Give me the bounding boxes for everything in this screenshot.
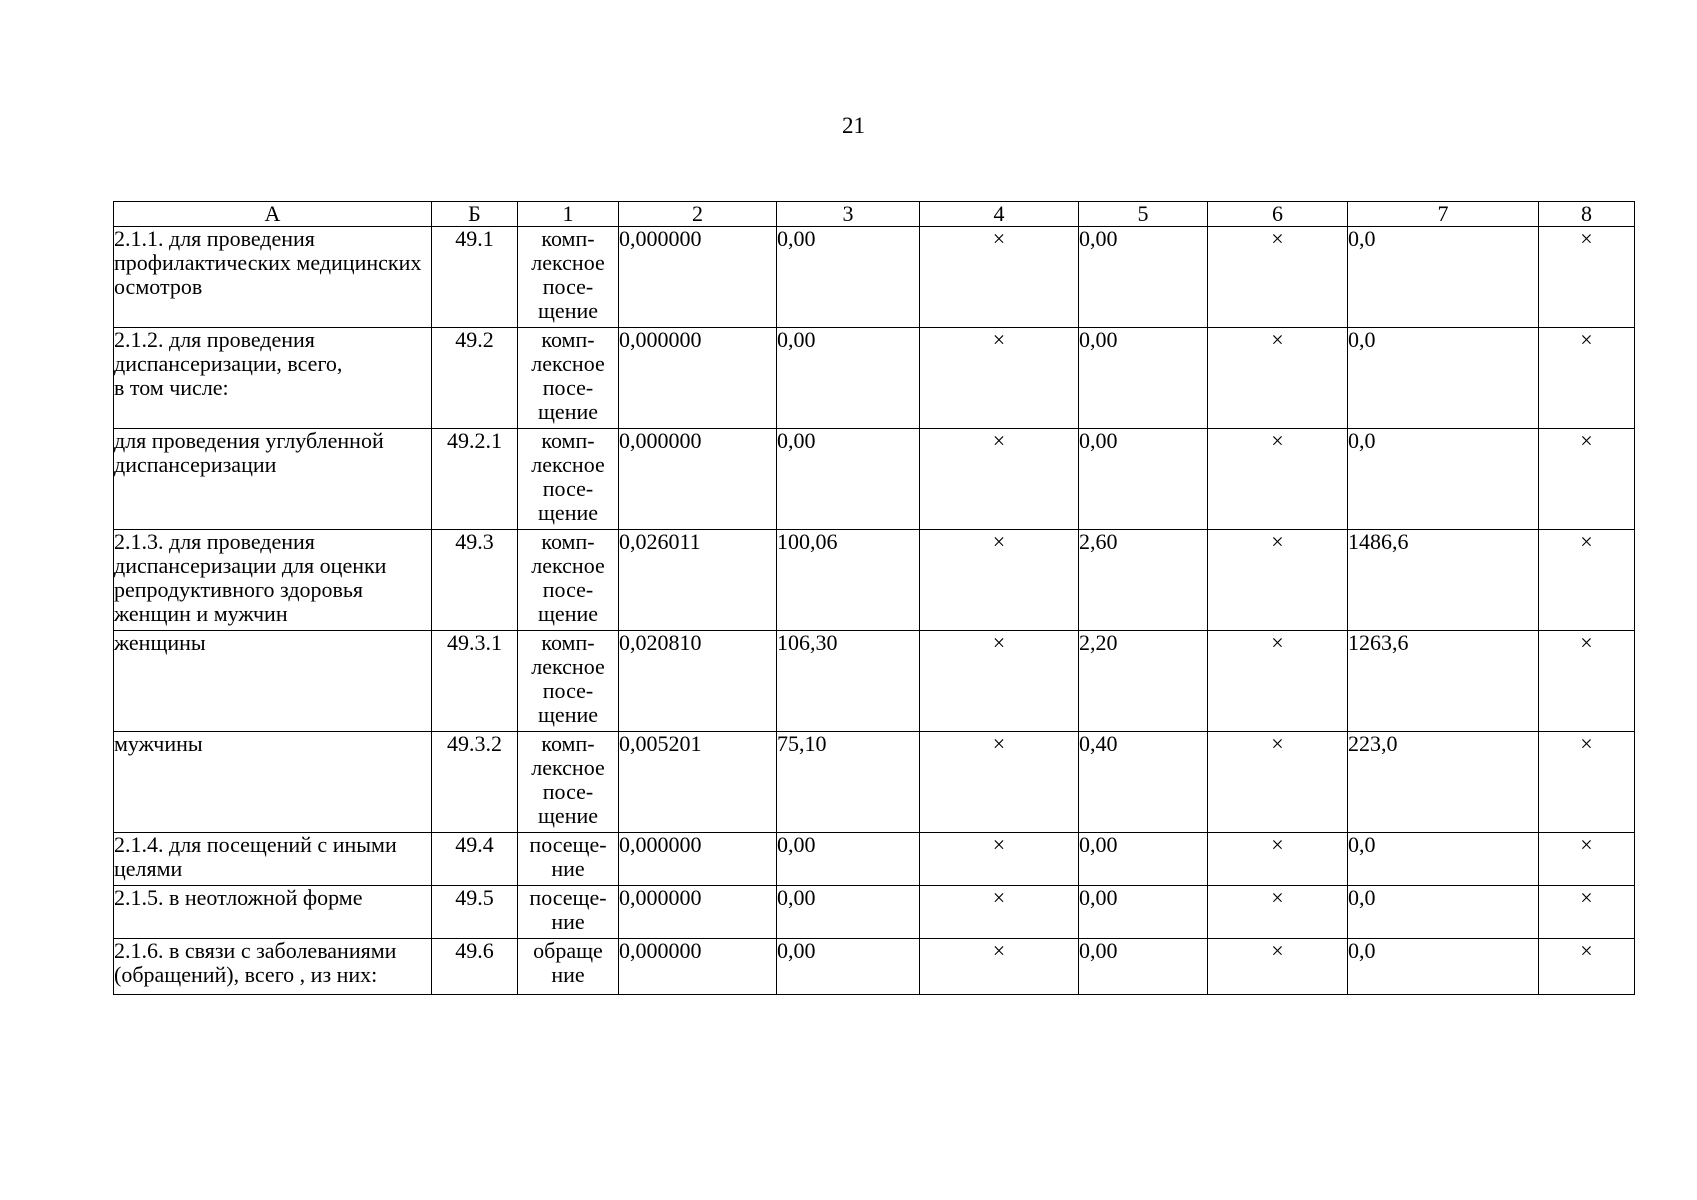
value-cell-3: 0,00	[777, 429, 920, 530]
value-cell-6: ×	[1208, 939, 1348, 995]
value-cell-5: 0,00	[1079, 227, 1208, 328]
row-code-cell: 49.3.2	[432, 732, 518, 833]
row-name-cell: 2.1.4. для посещений с иными целями	[114, 833, 432, 886]
value-cell-4: ×	[920, 227, 1079, 328]
value-cell-6: ×	[1208, 833, 1348, 886]
value-cell-5: 0,40	[1079, 732, 1208, 833]
value-cell-8: ×	[1539, 530, 1635, 631]
value-cell-2: 0,000000	[619, 227, 777, 328]
header-cell: А	[114, 202, 432, 227]
row-name-cell: 2.1.1. для проведения профилактических медицинских осмотров	[114, 227, 432, 328]
value-cell-5: 0,00	[1079, 429, 1208, 530]
value-cell-6: ×	[1208, 886, 1348, 939]
value-cell-5: 0,00	[1079, 328, 1208, 429]
value-cell-2: 0,000000	[619, 939, 777, 995]
value-cell-2: 0,000000	[619, 328, 777, 429]
row-name-cell: 2.1.6. в связи с заболеваниями (обращений), всего , из них:	[114, 939, 432, 995]
header-row	[114, 202, 1635, 227]
header-cell: 1	[518, 202, 619, 227]
table-row	[114, 530, 1635, 631]
unit-cell: комп- лексное посе- щение	[518, 328, 619, 429]
value-cell-6: ×	[1208, 732, 1348, 833]
value-cell-8: ×	[1539, 429, 1635, 530]
value-cell-2: 0,005201	[619, 732, 777, 833]
table-row	[114, 886, 1635, 939]
header-cell: 7	[1348, 202, 1539, 227]
value-cell-4: ×	[920, 886, 1079, 939]
value-cell-8: ×	[1539, 886, 1635, 939]
page-number: 21	[842, 113, 865, 138]
value-cell-5: 2,20	[1079, 631, 1208, 732]
value-cell-3: 106,30	[777, 631, 920, 732]
unit-cell: комп- лексное посе- щение	[518, 732, 619, 833]
value-cell-5: 0,00	[1079, 939, 1208, 995]
value-cell-8: ×	[1539, 328, 1635, 429]
row-code-cell: 49.3.1	[432, 631, 518, 732]
header-cell: 6	[1208, 202, 1348, 227]
value-cell-7: 0,0	[1348, 886, 1539, 939]
value-cell-7: 0,0	[1348, 833, 1539, 886]
value-cell-5: 0,00	[1079, 886, 1208, 939]
data-table	[113, 201, 1635, 995]
value-cell-4: ×	[920, 939, 1079, 995]
header-cell: 5	[1079, 202, 1208, 227]
table-row	[114, 328, 1635, 429]
value-cell-7: 0,0	[1348, 939, 1539, 995]
header-cell: 2	[619, 202, 777, 227]
table-row	[114, 631, 1635, 732]
row-name-cell: мужчины	[114, 732, 432, 833]
value-cell-7: 0,0	[1348, 227, 1539, 328]
row-name-cell: 2.1.5. в неотложной форме	[114, 886, 432, 939]
table-row	[114, 939, 1635, 995]
value-cell-2: 0,000000	[619, 429, 777, 530]
value-cell-4: ×	[920, 833, 1079, 886]
value-cell-3: 0,00	[777, 886, 920, 939]
value-cell-6: ×	[1208, 530, 1348, 631]
unit-cell: комп- лексное посе- щение	[518, 631, 619, 732]
row-name-cell: 2.1.3. для проведения диспансеризации для оценки репродуктивного здоровья женщин и мужчин	[114, 530, 432, 631]
value-cell-8: ×	[1539, 833, 1635, 886]
value-cell-2: 0,000000	[619, 833, 777, 886]
row-code-cell: 49.1	[432, 227, 518, 328]
value-cell-7: 1486,6	[1348, 530, 1539, 631]
unit-cell: посеще- ние	[518, 833, 619, 886]
value-cell-3: 0,00	[777, 328, 920, 429]
row-name-cell: 2.1.2. для проведения диспансеризации, всего, в том числе:	[114, 328, 432, 429]
value-cell-3: 0,00	[777, 833, 920, 886]
value-cell-2: 0,000000	[619, 886, 777, 939]
value-cell-6: ×	[1208, 429, 1348, 530]
value-cell-7: 223,0	[1348, 732, 1539, 833]
value-cell-6: ×	[1208, 227, 1348, 328]
value-cell-4: ×	[920, 328, 1079, 429]
value-cell-4: ×	[920, 732, 1079, 833]
unit-cell: комп- лексное посе- щение	[518, 530, 619, 631]
value-cell-5: 2,60	[1079, 530, 1208, 631]
value-cell-6: ×	[1208, 631, 1348, 732]
value-cell-3: 100,06	[777, 530, 920, 631]
value-cell-7: 0,0	[1348, 429, 1539, 530]
value-cell-8: ×	[1539, 631, 1635, 732]
row-name-cell: женщины	[114, 631, 432, 732]
value-cell-4: ×	[920, 631, 1079, 732]
value-cell-2: 0,020810	[619, 631, 777, 732]
table-row	[114, 227, 1635, 328]
unit-cell: посеще- ние	[518, 886, 619, 939]
header-cell: 3	[777, 202, 920, 227]
unit-cell: комп- лексное посе- щение	[518, 429, 619, 530]
header-cell: 4	[920, 202, 1079, 227]
value-cell-8: ×	[1539, 227, 1635, 328]
value-cell-3: 0,00	[777, 939, 920, 995]
unit-cell: обраще ние	[518, 939, 619, 995]
row-code-cell: 49.6	[432, 939, 518, 995]
value-cell-6: ×	[1208, 328, 1348, 429]
value-cell-5: 0,00	[1079, 833, 1208, 886]
unit-cell: комп- лексное посе- щение	[518, 227, 619, 328]
table-row	[114, 732, 1635, 833]
row-code-cell: 49.5	[432, 886, 518, 939]
header-cell: Б	[432, 202, 518, 227]
value-cell-8: ×	[1539, 732, 1635, 833]
row-code-cell: 49.2	[432, 328, 518, 429]
table-row	[114, 429, 1635, 530]
value-cell-3: 0,00	[777, 227, 920, 328]
value-cell-4: ×	[920, 530, 1079, 631]
value-cell-4: ×	[920, 429, 1079, 530]
value-cell-3: 75,10	[777, 732, 920, 833]
value-cell-7: 1263,6	[1348, 631, 1539, 732]
table-row	[114, 833, 1635, 886]
value-cell-8: ×	[1539, 939, 1635, 995]
value-cell-2: 0,026011	[619, 530, 777, 631]
row-code-cell: 49.2.1	[432, 429, 518, 530]
header-cell: 8	[1539, 202, 1635, 227]
row-name-cell: для проведения углубленной диспансеризации	[114, 429, 432, 530]
row-code-cell: 49.3	[432, 530, 518, 631]
value-cell-7: 0,0	[1348, 328, 1539, 429]
row-code-cell: 49.4	[432, 833, 518, 886]
